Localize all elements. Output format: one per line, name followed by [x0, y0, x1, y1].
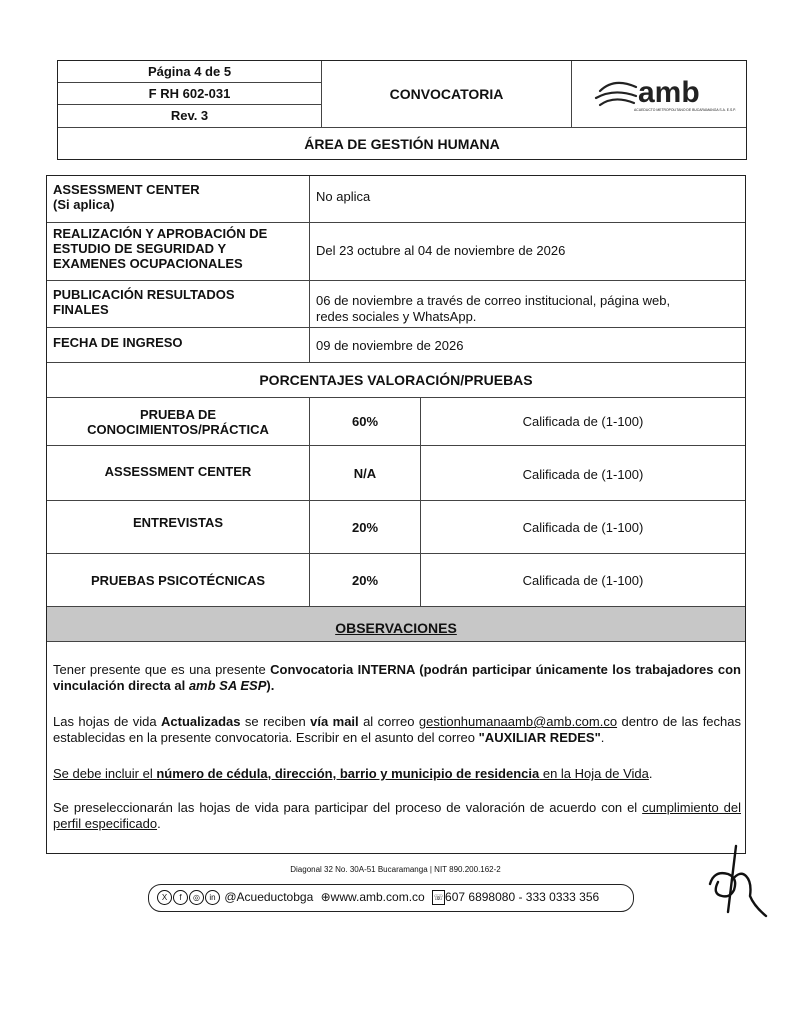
test-percentage: 60% [310, 398, 421, 445]
linkedin-icon: in [205, 890, 220, 905]
section-title: PORCENTAJES VALORACIÓN/PRUEBAS [259, 372, 533, 388]
convocatoria-table [46, 175, 746, 854]
revision: Rev. 3 [170, 108, 209, 123]
test-percentage: 20% [310, 554, 421, 606]
section-header [47, 363, 745, 398]
observation-paragraph: Se debe incluir el número de cédula, dirección, barrio y municipio de residencia en la Hoja de Vida. [53, 766, 653, 781]
table-row [47, 554, 745, 607]
test-name: ENTREVISTAS [47, 501, 310, 553]
area-title: ÁREA DE GESTIÓN HUMANA [304, 136, 500, 152]
test-grading: Calificada de (1-100) [522, 467, 644, 482]
observation-paragraph: Las hojas de vida Actualizadas se reciben vía mail al correo gestionhumanaamb@amb.com.co dentro de las fechas establecidas en la presente convocatoria. Escribir en el asunto del correo "AUXILIAR REDES". [53, 714, 741, 745]
instagram-icon: ◎ [189, 890, 204, 905]
svg-text:amb: amb [638, 76, 700, 109]
social-handle[interactable]: @Acueductobga [224, 890, 314, 904]
row-label: FECHA DE INGRESO [53, 335, 183, 350]
row-label: REALIZACIÓN Y APROBACIÓN DE [53, 226, 268, 241]
row-label: FINALES [53, 302, 109, 317]
test-grading: Calificada de (1-100) [522, 414, 644, 429]
email-link[interactable]: gestionhumanaamb@amb.com.co [418, 714, 618, 729]
table-row [47, 176, 745, 223]
document-title: CONVOCATORIA [389, 86, 504, 102]
row-value: redes sociales y WhatsApp. [316, 309, 477, 324]
amb-logo [572, 61, 746, 127]
table-row [47, 398, 745, 446]
phone-numbers: 607 6898080 - 333 0333 356 [445, 890, 600, 904]
table-row [47, 446, 745, 501]
test-name: PRUEBAS PSICOTÉCNICAS [47, 554, 310, 606]
table-row [47, 223, 745, 281]
row-value: 09 de noviembre de 2026 [316, 338, 464, 353]
observation-paragraph: Se preseleccionarán las hojas de vida para participar del proceso de valoración de acuerdo con el cumplimiento del perfil especificado. [53, 800, 742, 831]
facebook-icon: f [173, 890, 188, 905]
test-percentage: N/A [310, 446, 421, 500]
row-label: EXAMENES OCUPACIONALES [53, 256, 243, 271]
globe-icon: ⊕ [320, 890, 331, 904]
footer-contact-bar [148, 884, 634, 912]
observation-paragraph: Tener presente que es una presente Convocatoria INTERNA (podrán participar únicamente los trabajadores con vinculación directa al amb SA ESP). [53, 662, 742, 693]
page-number: Página 4 de 5 [58, 61, 321, 83]
test-name: ASSESSMENT CENTER [47, 446, 310, 500]
table-row [47, 281, 745, 328]
test-name: PRUEBA DE [139, 406, 217, 422]
row-label: ASSESSMENT CENTER [53, 182, 200, 197]
row-label: PUBLICACIÓN RESULTADOS [53, 287, 235, 302]
row-value: No aplica [316, 189, 371, 204]
test-percentage: 20% [310, 501, 421, 553]
phone-icon: ☏ [432, 890, 445, 905]
website-link[interactable]: www.amb.com.co [330, 890, 425, 904]
footer-address: Diagonal 32 No. 30A-51 Bucaramanga | NIT 890.200.162-2 [290, 865, 501, 874]
row-value: Del 23 octubre al 04 de noviembre de 2026 [316, 243, 566, 258]
test-grading: Calificada de (1-100) [522, 520, 644, 535]
document-header [57, 60, 747, 160]
table-row [47, 328, 745, 363]
row-value: 06 de noviembre a través de correo institucional, página web, [316, 293, 671, 308]
svg-text:ACUEDUCTO METROPOLITANO DE BUC: ACUEDUCTO METROPOLITANO DE BUCARAMANGA S.A. E.S.P. [634, 108, 736, 112]
handwritten-signature [702, 840, 772, 920]
form-code: F RH 602-031 [58, 83, 321, 105]
x-icon: X [157, 890, 172, 905]
table-row [47, 501, 745, 554]
document-meta [58, 61, 321, 127]
row-label: (Si aplica) [53, 197, 115, 212]
test-grading: Calificada de (1-100) [522, 573, 644, 588]
test-name: CONOCIMIENTOS/PRÁCTICA [87, 421, 269, 437]
section-title: OBSERVACIONES [335, 620, 457, 636]
row-label: ESTUDIO DE SEGURIDAD Y [53, 241, 227, 256]
section-header [47, 607, 745, 642]
